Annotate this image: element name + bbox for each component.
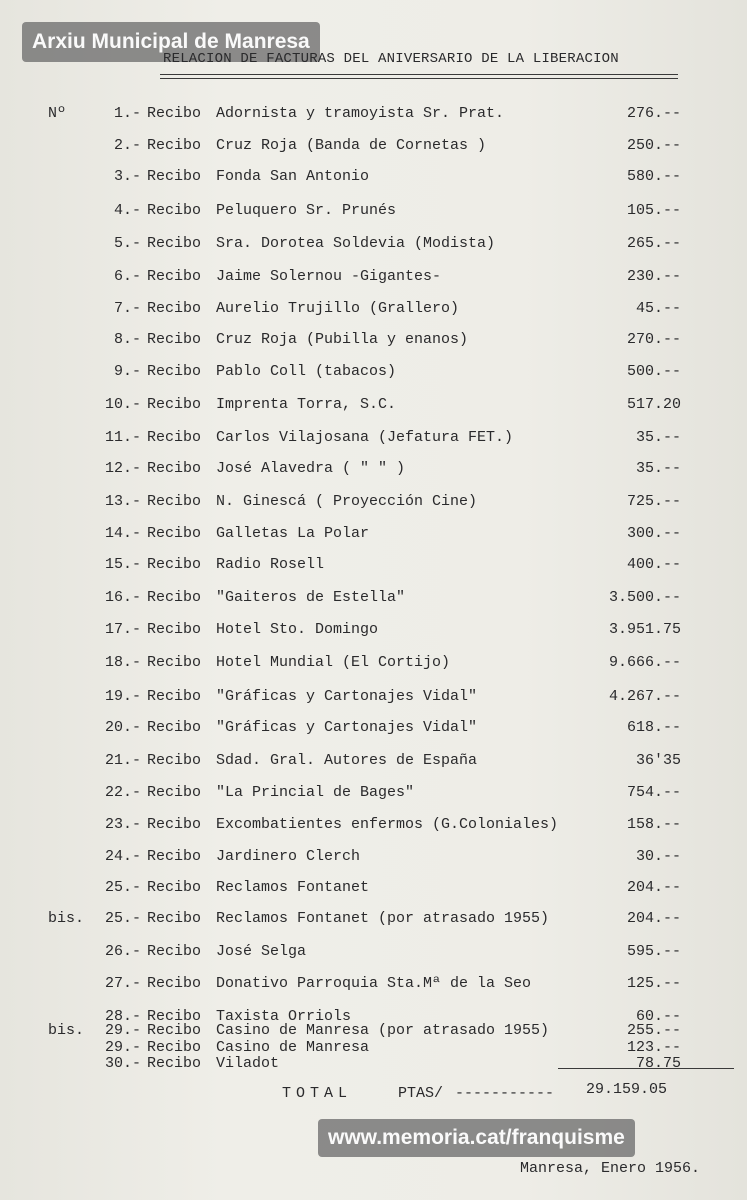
invoice-row xyxy=(0,525,747,545)
row-receipt-label: Recibo xyxy=(147,910,202,927)
row-prefix: bis. xyxy=(48,910,85,927)
row-number: 6.- xyxy=(113,268,141,285)
invoice-row xyxy=(0,556,747,576)
row-receipt-label: Recibo xyxy=(147,137,202,154)
row-number: 19.- xyxy=(104,688,141,705)
row-receipt-label: Recibo xyxy=(147,525,202,542)
row-number: 23.- xyxy=(104,816,141,833)
row-receipt-label: Recibo xyxy=(147,943,202,960)
row-description: Fonda San Antonio xyxy=(216,168,370,185)
row-number: 18.- xyxy=(104,654,141,671)
row-description: Donativo Parroquia Sta.Mª de la Seo xyxy=(216,975,532,992)
archive-watermark: Arxiu Municipal de Manresa xyxy=(22,22,320,62)
row-receipt-label: Recibo xyxy=(147,460,202,477)
row-number: 25.- xyxy=(104,910,141,927)
row-amount: 35.-- xyxy=(635,429,681,446)
row-amount: 276.-- xyxy=(626,105,681,122)
row-receipt-label: Recibo xyxy=(147,1022,202,1039)
row-amount: 3.500.-- xyxy=(608,589,681,606)
row-description: "Gráficas y Cartonajes Vidal" xyxy=(216,688,478,705)
row-receipt-label: Recibo xyxy=(147,331,202,348)
row-receipt-label: Recibo xyxy=(147,1008,202,1025)
row-description: "La Princial de Bages" xyxy=(216,784,415,801)
row-receipt-label: Recibo xyxy=(147,1055,202,1072)
row-amount: 45.-- xyxy=(635,300,681,317)
row-number: 24.- xyxy=(104,848,141,865)
row-number: 2.- xyxy=(113,137,141,154)
invoice-row xyxy=(0,910,747,930)
row-description: "Gráficas y Cartonajes Vidal" xyxy=(216,719,478,736)
row-description: Cruz Roja (Pubilla y enanos) xyxy=(216,331,469,348)
row-amount: 30.-- xyxy=(635,848,681,865)
row-amount: 204.-- xyxy=(626,910,681,927)
row-number: 16.- xyxy=(104,589,141,606)
row-amount: 9.666.-- xyxy=(608,654,681,671)
row-amount: 4.267.-- xyxy=(608,688,681,705)
invoice-row xyxy=(0,300,747,320)
row-receipt-label: Recibo xyxy=(147,429,202,446)
invoice-row xyxy=(0,975,747,995)
row-amount: 300.-- xyxy=(626,525,681,542)
row-amount: 500.-- xyxy=(626,363,681,380)
row-receipt-label: Recibo xyxy=(147,300,202,317)
row-number: 5.- xyxy=(113,235,141,252)
invoice-row xyxy=(0,137,747,157)
invoice-row xyxy=(0,848,747,868)
row-description: Jardinero Clerch xyxy=(216,848,361,865)
row-amount: 105.-- xyxy=(626,202,681,219)
title-underline xyxy=(160,74,678,75)
row-amount: 78.75 xyxy=(635,1055,681,1072)
row-number: 3.- xyxy=(113,168,141,185)
row-description: Sra. Dorotea Soldevia (Modista) xyxy=(216,235,496,252)
row-amount: 123.-- xyxy=(626,1039,681,1056)
invoice-row xyxy=(0,719,747,739)
row-description: Cruz Roja (Banda de Cornetas ) xyxy=(216,137,487,154)
row-description: Aurelio Trujillo (Grallero) xyxy=(216,300,460,317)
footer-date: Manresa, Enero 1956. xyxy=(520,1160,701,1177)
row-description: Excombatientes enfermos (G.Coloniales) xyxy=(216,816,559,833)
row-receipt-label: Recibo xyxy=(147,556,202,573)
row-amount: 255.-- xyxy=(626,1022,681,1039)
invoice-row xyxy=(0,784,747,804)
row-receipt-label: Recibo xyxy=(147,363,202,380)
row-number: 10.- xyxy=(104,396,141,413)
row-amount: 265.-- xyxy=(626,235,681,252)
row-amount: 230.-- xyxy=(626,268,681,285)
invoice-row xyxy=(0,493,747,513)
invoice-row xyxy=(0,396,747,416)
row-description: Reclamos Fontanet (por atrasado 1955) xyxy=(216,910,550,927)
row-number: 26.- xyxy=(104,943,141,960)
row-description: José Selga xyxy=(216,943,307,960)
invoice-row xyxy=(0,202,747,222)
row-description: "Gaiteros de Estella" xyxy=(216,589,406,606)
row-receipt-label: Recibo xyxy=(147,235,202,252)
row-description: Hotel Mundial (El Cortijo) xyxy=(216,654,451,671)
row-amount: 3.951.75 xyxy=(608,621,681,638)
row-number: 12.- xyxy=(104,460,141,477)
row-number: 21.- xyxy=(104,752,141,769)
row-receipt-label: Recibo xyxy=(147,879,202,896)
row-prefix: bis. xyxy=(48,1022,85,1039)
row-number: 17.- xyxy=(104,621,141,638)
row-description: Imprenta Torra, S.C. xyxy=(216,396,397,413)
row-number: 29.- xyxy=(104,1022,141,1039)
row-description: Casino de Manresa (por atrasado 1955) xyxy=(216,1022,550,1039)
row-number: 9.- xyxy=(113,363,141,380)
row-receipt-label: Recibo xyxy=(147,688,202,705)
invoice-row xyxy=(0,268,747,288)
row-amount: 125.-- xyxy=(626,975,681,992)
row-prefix: Nº xyxy=(48,105,67,122)
row-description: Galletas La Polar xyxy=(216,525,370,542)
row-amount: 60.-- xyxy=(635,1008,681,1025)
sum-rule xyxy=(558,1068,734,1069)
row-description: Pablo Coll (tabacos) xyxy=(216,363,397,380)
total-label: TOTAL xyxy=(282,1085,353,1102)
row-receipt-label: Recibo xyxy=(147,268,202,285)
row-number: 15.- xyxy=(104,556,141,573)
row-amount: 725.-- xyxy=(626,493,681,510)
row-receipt-label: Recibo xyxy=(147,396,202,413)
row-number: 30.- xyxy=(104,1055,141,1072)
row-receipt-label: Recibo xyxy=(147,752,202,769)
row-number: 22.- xyxy=(104,784,141,801)
invoice-row xyxy=(0,168,747,188)
total-currency: PTAS/ xyxy=(398,1085,444,1102)
title-underline-double xyxy=(160,78,678,79)
row-number: 14.- xyxy=(104,525,141,542)
row-number: 27.- xyxy=(104,975,141,992)
row-number: 1.- xyxy=(113,105,141,122)
row-description: Taxista Orriols xyxy=(216,1008,352,1025)
row-receipt-label: Recibo xyxy=(147,784,202,801)
total-dashes: ----------- xyxy=(455,1085,555,1102)
row-number: 28.- xyxy=(104,1008,141,1025)
row-receipt-label: Recibo xyxy=(147,654,202,671)
invoice-row xyxy=(0,1055,747,1075)
row-description: Casino de Manresa xyxy=(216,1039,370,1056)
invoice-row xyxy=(0,235,747,255)
row-receipt-label: Recibo xyxy=(147,816,202,833)
row-receipt-label: Recibo xyxy=(147,168,202,185)
row-receipt-label: Recibo xyxy=(147,621,202,638)
row-number: 29.- xyxy=(104,1039,141,1056)
row-description: Carlos Vilajosana (Jefatura FET.) xyxy=(216,429,514,446)
invoice-row xyxy=(0,752,747,772)
row-description: Jaime Solernou -Gigantes- xyxy=(216,268,442,285)
invoice-row xyxy=(0,589,747,609)
total-amount: 29.159.05 xyxy=(586,1081,668,1098)
row-number: 8.- xyxy=(113,331,141,348)
row-amount: 35.-- xyxy=(635,460,681,477)
website-watermark: www.memoria.cat/franquisme xyxy=(318,1119,635,1157)
row-amount: 517.20 xyxy=(626,396,681,413)
invoice-row xyxy=(0,429,747,449)
row-description: Viladot xyxy=(216,1055,280,1072)
row-number: 13.- xyxy=(104,493,141,510)
row-number: 20.- xyxy=(104,719,141,736)
invoice-row xyxy=(0,943,747,963)
row-receipt-label: Recibo xyxy=(147,105,202,122)
row-number: 25.- xyxy=(104,879,141,896)
row-description: Radio Rosell xyxy=(216,556,325,573)
row-receipt-label: Recibo xyxy=(147,493,202,510)
row-receipt-label: Recibo xyxy=(147,202,202,219)
row-receipt-label: Recibo xyxy=(147,848,202,865)
row-receipt-label: Recibo xyxy=(147,589,202,606)
invoice-row xyxy=(0,621,747,641)
invoice-row xyxy=(0,105,747,125)
row-description: N. Ginescá ( Proyección Cine) xyxy=(216,493,478,510)
row-description: Adornista y tramoyista Sr. Prat. xyxy=(216,105,505,122)
row-amount: 754.-- xyxy=(626,784,681,801)
row-description: Sdad. Gral. Autores de España xyxy=(216,752,478,769)
invoice-row xyxy=(0,654,747,674)
row-amount: 618.-- xyxy=(626,719,681,736)
row-number: 11.- xyxy=(104,429,141,446)
row-receipt-label: Recibo xyxy=(147,1039,202,1056)
row-amount: 250.-- xyxy=(626,137,681,154)
invoice-row xyxy=(0,688,747,708)
row-number: 4.- xyxy=(113,202,141,219)
row-amount: 204.-- xyxy=(626,879,681,896)
row-receipt-label: Recibo xyxy=(147,719,202,736)
row-amount: 580.-- xyxy=(626,168,681,185)
row-amount: 400.-- xyxy=(626,556,681,573)
row-amount: 270.-- xyxy=(626,331,681,348)
row-amount: 158.-- xyxy=(626,816,681,833)
invoice-row xyxy=(0,363,747,383)
invoice-row xyxy=(0,879,747,899)
invoice-row xyxy=(0,331,747,351)
row-description: José Alavedra ( " " ) xyxy=(216,460,406,477)
document-title: RELACION DE FACTURAS DEL ANIVERSARIO DE LA LIBERACION xyxy=(163,51,619,67)
row-receipt-label: Recibo xyxy=(147,975,202,992)
row-description: Peluquero Sr. Prunés xyxy=(216,202,397,219)
invoice-row xyxy=(0,460,747,480)
row-description: Hotel Sto. Domingo xyxy=(216,621,379,638)
row-number: 7.- xyxy=(113,300,141,317)
row-description: Reclamos Fontanet xyxy=(216,879,370,896)
row-amount: 36'35 xyxy=(635,752,681,769)
invoice-row xyxy=(0,816,747,836)
row-amount: 595.-- xyxy=(626,943,681,960)
